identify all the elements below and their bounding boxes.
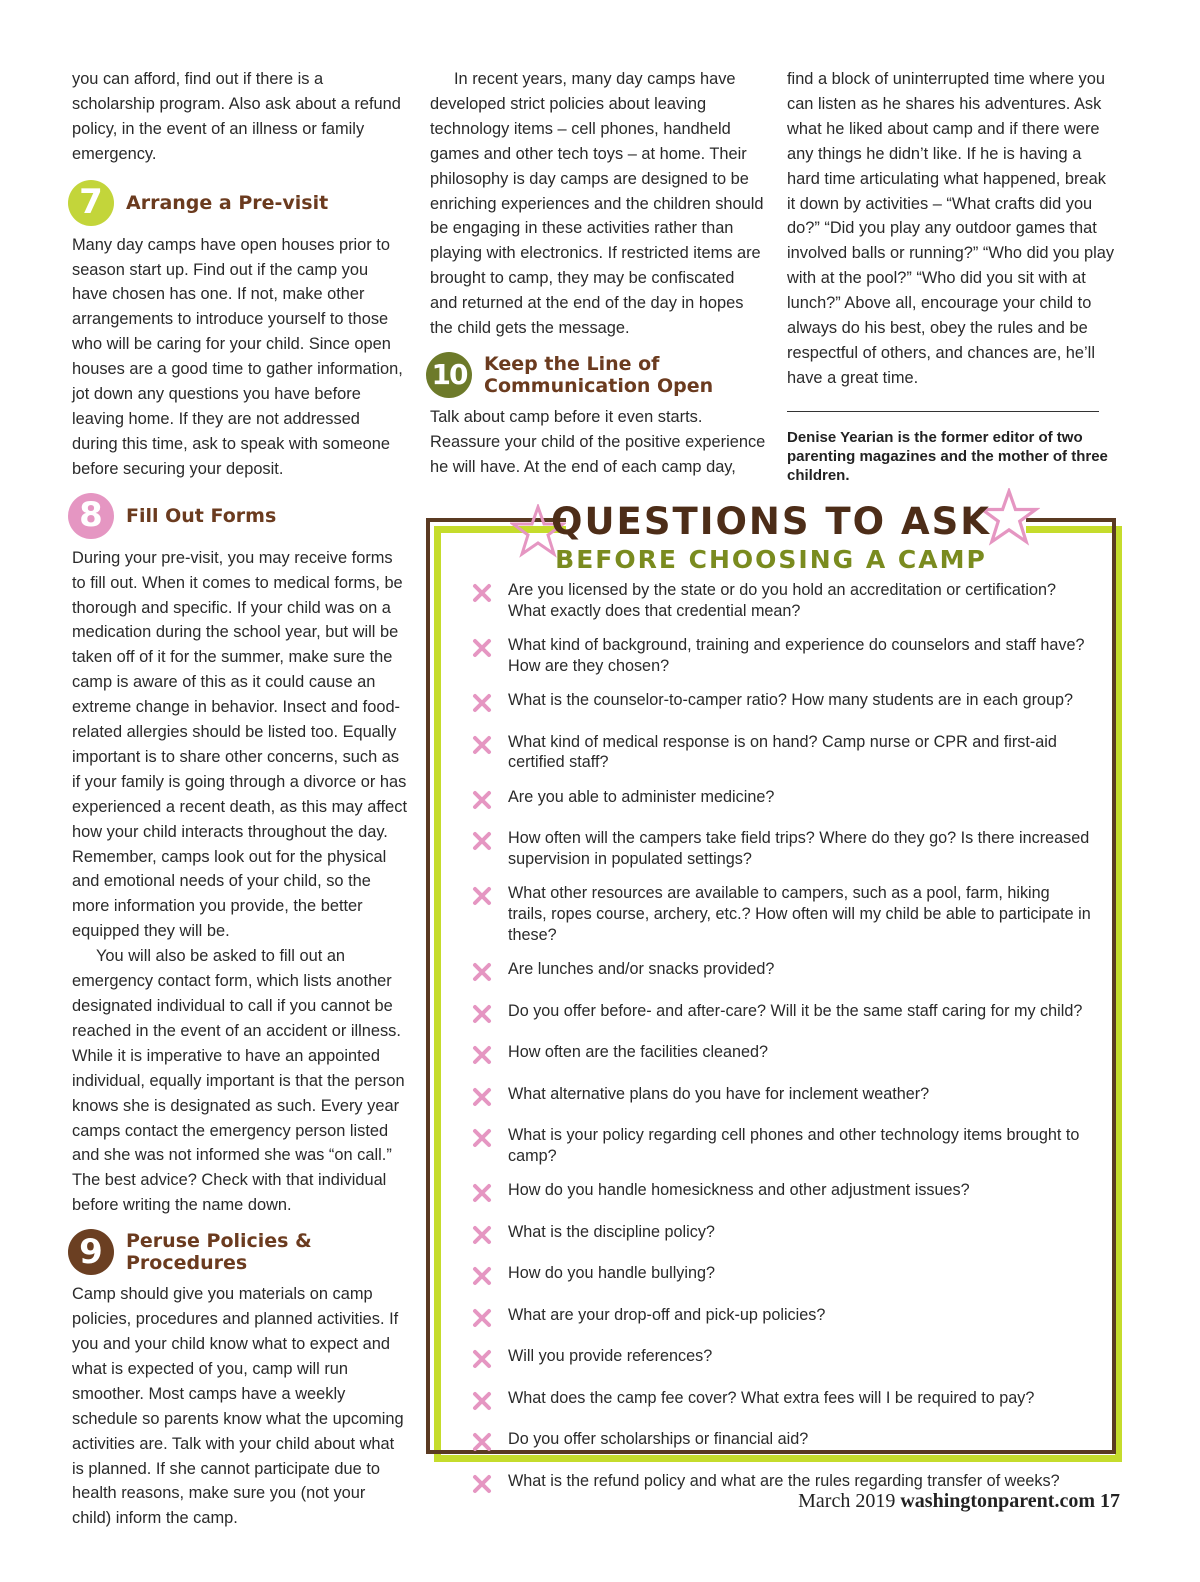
section-8-heading: [68, 490, 408, 542]
column-2: [430, 67, 766, 480]
questions-list: [472, 580, 1092, 1512]
intro-paragraph: you can afford, find out if there is a scholarship program. Also ask about a refund policy, in the event of an illness or family emergency.: [72, 70, 401, 163]
x-mark-icon: [472, 1001, 508, 1029]
section-10-heading: [426, 349, 766, 401]
x-mark-icon: [472, 690, 508, 718]
question-item: [472, 580, 1092, 622]
question-item: [472, 1001, 1092, 1029]
section-8-body-2: You will also be asked to fill out an emergency contact form, which lists another designated individual to call if you cannot be reached in the event of an accident or illness. While it is imperative to have an appointed individual, equally important is that the person knows she is designated as such. Every year camps contact the emergency person listed and she was not informed she was “on call.” The best advice? Check with that individual before writing the name down.: [72, 947, 405, 1215]
section-10-title-line-2: Communication Open: [484, 374, 714, 397]
x-mark-icon: [472, 883, 508, 911]
x-mark-icon: [472, 1388, 508, 1416]
section-8-body-1: During your pre-visit, you may receive forms to fill out. When it comes to medical forms, be thorough and specific. If your child was on a medication during the school year, but will be taken off of it for the summer, make sure the camp is aware of this as it could cause an extreme change in behavior. Insect and food-related allergies should be listed too. Equally important is to share other concerns, such as if your family is going through a divorce or has experienced a recent death, as this may affect how your child interacts throughout the day. Remember, camps look out for the physical and emotional needs of your child, so the more information you provide, the better equipped they will be.: [72, 548, 407, 941]
x-mark-icon: [472, 1222, 508, 1250]
question-text: How do you handle bullying?: [508, 1264, 715, 1283]
x-mark-icon: [472, 1305, 508, 1333]
section-8-title: Fill Out Forms: [126, 504, 277, 527]
question-item: [472, 690, 1092, 718]
question-item: [472, 787, 1092, 815]
section-10-title-line-1: Keep the Line of: [484, 352, 660, 375]
column-1: [72, 67, 408, 1531]
question-text: What other resources are available to campers, such as a pool, farm, hiking trails, ropes course, archery, etc.? How often will my child be able to participate in these?: [508, 884, 1091, 944]
question-item: [472, 1042, 1092, 1070]
question-item: [472, 959, 1092, 987]
question-text: How do you handle homesickness and other adjustment issues?: [508, 1181, 970, 1200]
question-item: [472, 1346, 1092, 1374]
x-mark-icon: [472, 1429, 508, 1457]
section-9-body: Camp should give you materials on camp policies, procedures and planned activities. If you and your child know what to expect and what is expected of you, camp will run smoother. Most camps have a weekly schedule so parents know what the upcoming activities are. Talk with your child about what is planned. If she cannot participate due to health reasons, make sure you (not your child) inform the camp.: [72, 1285, 404, 1528]
question-item: [472, 1429, 1092, 1457]
question-text: What is the counselor-to-camper ratio? How many students are in each group?: [508, 691, 1074, 710]
question-item: [472, 1263, 1092, 1291]
x-mark-icon: [472, 1084, 508, 1112]
questions-title: QUESTIONS TO ASK: [551, 500, 991, 543]
section-7-title: Arrange a Pre-visit: [126, 191, 329, 214]
question-text: What are your drop-off and pick-up policies?: [508, 1305, 826, 1324]
section-7-body: Many day camps have open houses prior to season start up. Find out if the camp you have chosen has one. If not, make other arrangements to introduce yourself to those who will be caring for your child. Since open houses are a good time to gather information, jot down any questions you have before leaving home. If they are not addressed during this time, ask to speak with someone before securing your deposit.: [72, 235, 403, 478]
page-number: 17: [1100, 1490, 1120, 1512]
question-item: [472, 732, 1092, 774]
x-mark-icon: [472, 1180, 508, 1208]
question-item: [472, 1305, 1092, 1333]
question-text: What does the camp fee cover? What extra fees will I be required to pay?: [508, 1388, 1035, 1407]
question-text: Do you offer scholarships or financial aid?: [508, 1430, 809, 1449]
x-mark-icon: [472, 1263, 508, 1291]
x-mark-icon: [472, 1125, 508, 1153]
question-text: Will you provide references?: [508, 1347, 713, 1366]
x-mark-icon: [472, 1471, 508, 1499]
questions-box: [426, 500, 1116, 1490]
section-10-title: [484, 353, 713, 397]
column-3: [787, 67, 1117, 485]
adventures-paragraph: find a block of uninterrupted time where you can listen as he shares his adventures. Ask what he liked about camp and if there were any things he didn’t like. If he is having a hard time articulating what happened, break it down by activities – “What crafts did you do?” “Did you play any outdoor games that involved balls or running?” “Who did you play with at the pool?” “Who did you sit with at lunch?” Above all, encourage your child to always do his best, obey the rules and be respectful of others, and chances are, he’ll have a great time.: [787, 70, 1115, 387]
section-9-heading: [68, 1226, 408, 1278]
issue-date: March 2019: [798, 1490, 896, 1512]
section-7-heading: [68, 177, 408, 229]
x-mark-icon: [472, 1042, 508, 1070]
x-mark-icon: [472, 1346, 508, 1374]
question-text: Are you able to administer medicine?: [508, 787, 775, 806]
question-text: What is the refund policy and what are the rules regarding transfer of weeks?: [508, 1471, 1060, 1490]
question-item: [472, 883, 1092, 945]
question-item: [472, 1180, 1092, 1208]
question-text: What is your policy regarding cell phones and other technology items brought to camp?: [508, 1126, 1080, 1166]
section-7-badge: 7: [68, 180, 114, 226]
x-mark-icon: [472, 635, 508, 663]
bio-divider: [787, 411, 1099, 412]
question-text: What alternative plans do you have for inclement weather?: [508, 1084, 930, 1103]
question-text: Do you offer before- and after-care? Will it be the same staff caring for my child?: [508, 1001, 1083, 1020]
question-item: [472, 1125, 1092, 1167]
question-text: What kind of background, training and experience do counselors and staff have? How are they chosen?: [508, 636, 1085, 675]
question-text: How often will the campers take field trips? Where do they go? Is there increased supervision in populated settings?: [508, 829, 1090, 869]
question-text: What is the discipline policy?: [508, 1222, 715, 1241]
section-9-title: Peruse Policies & Procedures: [126, 1230, 312, 1275]
question-item: [472, 1222, 1092, 1250]
question-text: Are lunches and/or snacks provided?: [508, 960, 775, 979]
section-10-body: Talk about camp before it even starts. Reassure your child of the positive experience he will have. At the end of each camp day,: [430, 407, 766, 476]
question-item: [472, 635, 1092, 677]
x-mark-icon: [472, 959, 508, 987]
question-item: [472, 1084, 1092, 1112]
question-text: Are you licensed by the state or do you hold an accreditation or certification? What exactly does that credential mean?: [508, 581, 1056, 620]
question-text: What kind of medical response is on hand? Camp nurse or CPR and first-aid certified staff?: [508, 732, 1057, 772]
x-mark-icon: [472, 787, 508, 815]
question-item: [472, 828, 1092, 870]
website: washingtonparent.com: [900, 1490, 1095, 1512]
author-bio: Denise Yearian is the former editor of two parenting magazines and the mother of three children.: [787, 428, 1108, 484]
question-text: How often are the facilities cleaned?: [508, 1043, 769, 1062]
section-10-badge: 10: [426, 352, 472, 398]
page-footer: [780, 1490, 1120, 1513]
x-mark-icon: [472, 732, 508, 760]
x-mark-icon: [472, 580, 508, 608]
question-item: [472, 1388, 1092, 1416]
questions-subtitle: BEFORE CHOOSING A CAMP: [555, 545, 987, 574]
x-mark-icon: [472, 828, 508, 856]
section-8-badge: 8: [68, 493, 114, 539]
tech-paragraph: In recent years, many day camps have developed strict policies about leaving technology items – cell phones, handheld games and other tech toys – at home. Their philosophy is day camps are designed to be enriching experiences and the children should be engaging in these activities rather than playing with electronics. If restricted items are brought to camp, they may be confiscated and returned at the end of the day in hopes the child gets the message.: [430, 70, 764, 338]
section-9-badge: 9: [68, 1229, 114, 1275]
